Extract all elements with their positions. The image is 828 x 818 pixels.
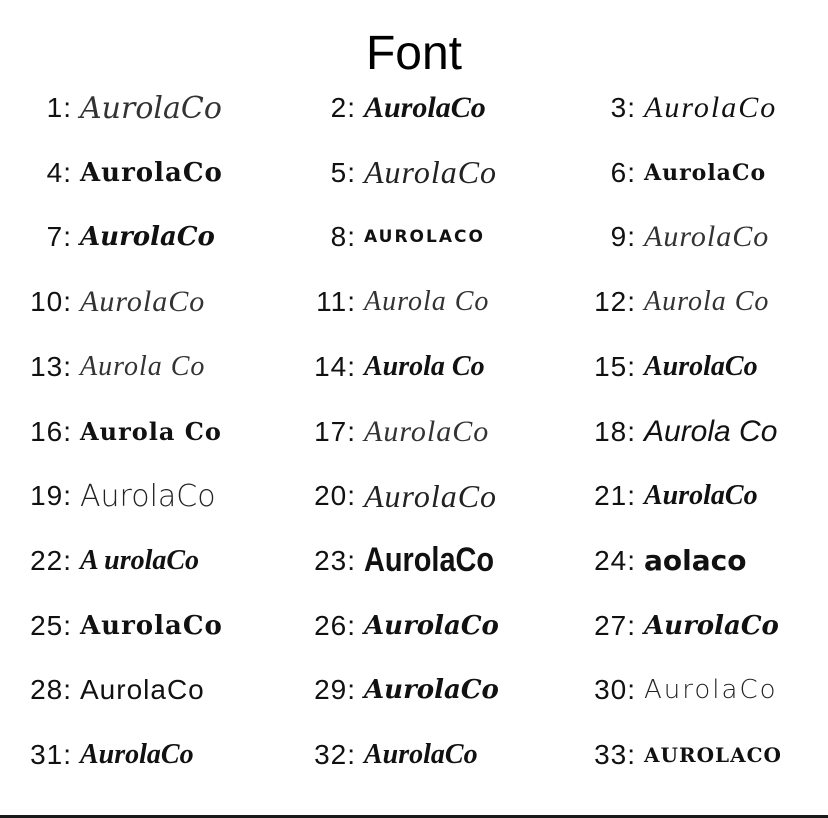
font-number-label: 14: — [314, 350, 356, 382]
font-sample-text: AurolaCo — [80, 90, 222, 126]
font-sample-item — [300, 464, 497, 528]
font-sample-text: Aurola Co — [644, 286, 770, 318]
font-number-label: 6: — [610, 156, 636, 188]
font-sample-text: AurolaCo — [364, 414, 490, 448]
font-sample-item — [586, 723, 782, 787]
font-number-label: 32: — [314, 739, 356, 770]
font-sample-text: AurolaCo — [80, 285, 206, 319]
font-number-label: 27: — [594, 609, 636, 641]
font-sample-item — [300, 529, 517, 593]
font-sample-text: AUROLACO — [364, 227, 485, 248]
font-number-label: 12: — [594, 286, 636, 318]
font-sample-item — [300, 205, 485, 269]
font-sample-text: AurolaCo — [80, 674, 205, 706]
font-sample-text: AurolaCo — [364, 610, 499, 641]
font-number-label: 5: — [330, 156, 356, 188]
font-sample-text: Aurola Co — [80, 350, 206, 382]
font-sample-item — [586, 464, 758, 528]
font-number-label: 7: — [46, 221, 72, 253]
font-sample-text: AurolaCo — [364, 477, 498, 514]
font-number-label: 17: — [314, 415, 356, 447]
font-number-label: 24: — [594, 544, 636, 576]
font-number-label: 19: — [30, 480, 72, 512]
font-sample-text: AurolaCo — [364, 541, 495, 580]
font-sample-item — [20, 270, 205, 334]
font-sample-item — [586, 76, 777, 140]
font-number-label: 11: — [316, 286, 356, 318]
font-number-label: 18: — [594, 415, 636, 447]
font-sample-text: AurolaCo — [80, 157, 223, 188]
font-sample-item — [300, 76, 486, 140]
font-sample-item — [586, 205, 769, 269]
font-number-label: 1: — [46, 92, 72, 123]
font-number-label: 33: — [594, 739, 636, 770]
font-sample-text: AurolaCo — [644, 91, 778, 124]
font-sample-text: AurolaCo — [644, 480, 758, 512]
font-sample-item — [20, 205, 215, 269]
font-sample-text: AurolaCo — [80, 478, 216, 514]
font-number-label: 26: — [314, 609, 356, 641]
font-sample-item — [20, 76, 222, 140]
font-number-label: 23: — [314, 544, 356, 576]
font-sample-text: aolaco — [644, 544, 747, 578]
font-number-label: 8: — [330, 221, 356, 253]
font-number-label: 29: — [314, 674, 356, 706]
font-number-label: 30: — [594, 674, 636, 706]
font-sample-text: Aurola Co — [80, 417, 222, 446]
font-sample-text: Aurola Co — [644, 414, 778, 448]
font-samples-grid — [0, 76, 828, 788]
font-sample-text: AurolaCo — [644, 159, 767, 186]
font-sample-item — [586, 335, 758, 399]
font-sample-item — [20, 529, 199, 593]
font-sample-item — [300, 335, 485, 399]
font-number-label: 10: — [30, 286, 72, 318]
font-sample-item — [586, 270, 769, 334]
font-sample-text: AurolaCo — [644, 675, 778, 706]
font-sample-item — [300, 141, 497, 205]
font-sample-item — [300, 270, 489, 334]
font-number-label: 28: — [30, 674, 72, 706]
font-number-label: 13: — [30, 350, 72, 382]
font-number-label: 25: — [30, 609, 72, 641]
font-sample-item — [586, 141, 766, 205]
page-title: Font — [365, 27, 463, 80]
font-sample-text: AurolaCo — [644, 220, 770, 254]
font-sample-item — [586, 594, 779, 658]
font-sample-text: Aurola Co — [364, 286, 490, 318]
font-sample-item — [586, 529, 746, 593]
font-number-label: 31: — [30, 739, 72, 770]
font-number-label: 15: — [594, 350, 636, 382]
font-sample-item — [20, 723, 194, 787]
font-sample-item — [300, 723, 478, 787]
font-sample-text: A urolaCo — [80, 544, 200, 576]
font-sample-text: Aurola Co — [364, 350, 485, 382]
font-number-label: 16: — [30, 415, 72, 447]
font-sample-text: AurolaCo — [80, 610, 223, 641]
font-sample-text: AurolaCo — [80, 222, 215, 253]
font-sample-text: AUROLACO — [644, 743, 782, 767]
font-sample-item — [20, 464, 216, 528]
font-sample-item — [20, 335, 205, 399]
font-number-label: 20: — [314, 480, 356, 512]
font-number-label: 9: — [610, 221, 636, 253]
font-sample-item — [20, 658, 205, 722]
font-sample-item — [20, 400, 222, 464]
font-number-label: 2: — [330, 92, 356, 123]
font-sample-item — [586, 400, 777, 464]
font-sample-item — [300, 658, 499, 722]
font-sample-item — [300, 594, 499, 658]
font-sample-text: AurolaCo — [80, 739, 194, 770]
font-sample-text: AurolaCo — [644, 350, 758, 382]
font-sample-text: AurolaCo — [364, 154, 498, 191]
font-sample-text: AurolaCo — [364, 675, 499, 706]
font-sample-item — [20, 141, 223, 205]
font-sample-text: AurolaCo — [364, 739, 478, 770]
font-number-label: 21: — [594, 480, 636, 512]
font-sample-text: AurolaCo — [364, 91, 486, 124]
font-sample-item — [20, 594, 223, 658]
font-sample-item — [300, 400, 489, 464]
font-number-label: 22: — [30, 544, 72, 576]
font-number-label: 4: — [46, 156, 72, 188]
font-sample-text: AurolaCo — [644, 610, 779, 641]
font-number-label: 3: — [610, 92, 636, 123]
font-sample-item — [586, 658, 778, 722]
